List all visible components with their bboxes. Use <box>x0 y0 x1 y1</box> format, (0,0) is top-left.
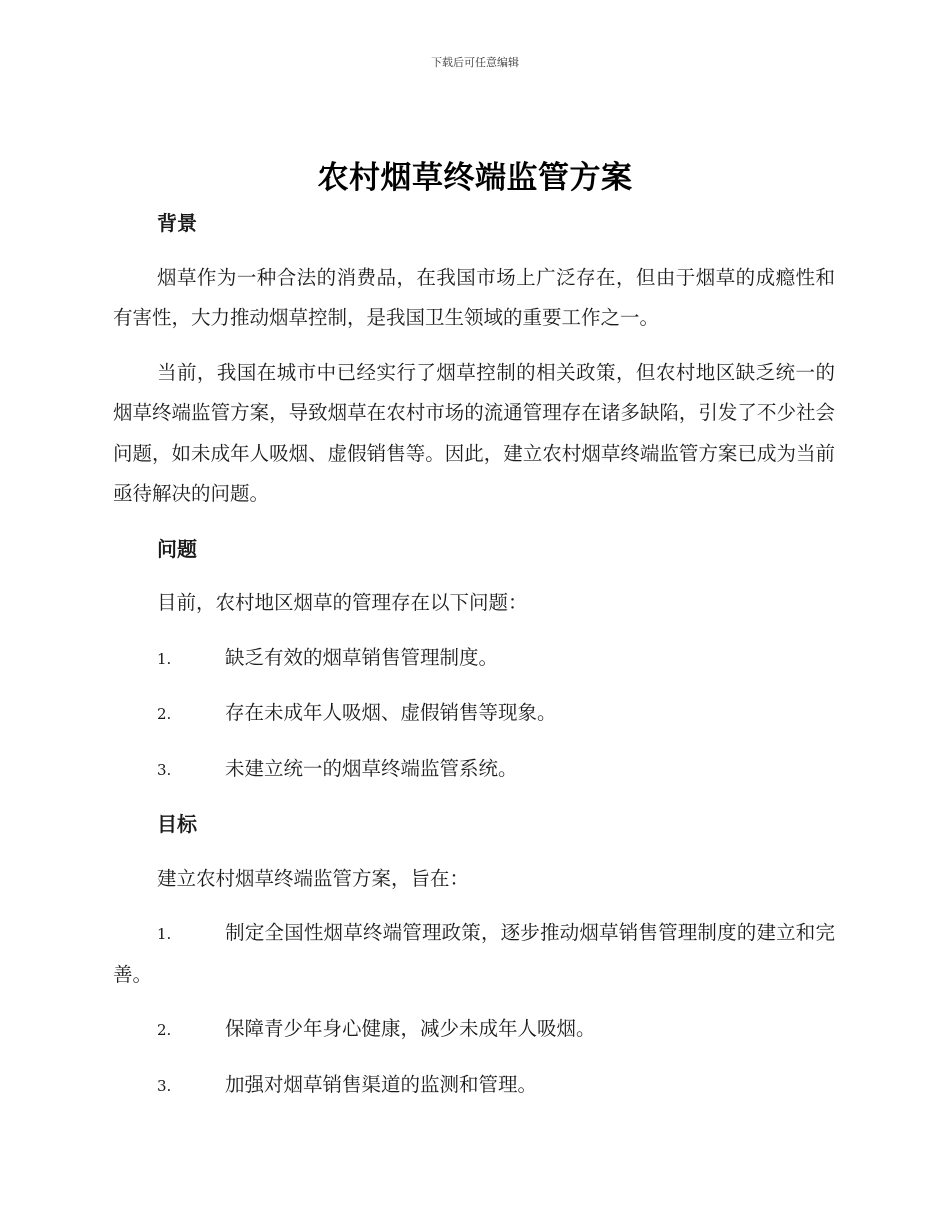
list-number: 3. <box>157 1076 172 1095</box>
goals-list-item-2 <box>113 1009 835 1051</box>
list-item-text: 制定全国性烟草终端管理政策，逐步推动烟草销售管理制度的建立和完善。 <box>113 921 835 986</box>
list-number: 2. <box>157 705 172 723</box>
section-heading-goals: 目标 <box>157 812 197 836</box>
list-item-text: 未建立统一的烟草终端监管系统。 <box>225 756 518 780</box>
background-paragraph-1: 烟草作为一种合法的消费品，在我国市场上广泛存在，但由于烟草的成瘾性和有害性，大力推动烟草控制，是我国卫生领域的重要工作之一。 <box>113 265 835 329</box>
document-body <box>113 203 835 1120</box>
problems-list-item-1 <box>113 638 835 680</box>
background-paragraph-2: 当前，我国在城市中已经实行了烟草控制的相关政策，但农村地区缺乏统一的烟草终端监管方案，导致烟草在农村市场的流通管理存在诸多缺陷，引发了不少社会问题，如未成年人吸烟、虚假销售等。因此，建立农村烟草终端监管方案已成为当前亟待解决的问题。 <box>113 360 835 505</box>
list-number: 1. <box>157 925 172 943</box>
list-number: 1. <box>157 649 172 668</box>
page-header-note: 下载后可任意编辑 <box>431 56 519 69</box>
list-number: 2. <box>157 1021 172 1039</box>
problems-list-item-2 <box>113 693 835 735</box>
goals-intro: 建立农村烟草终端监管方案，旨在： <box>157 866 470 890</box>
goals-list-item-1 <box>113 913 835 995</box>
section-heading-problems: 问题 <box>157 536 197 561</box>
goals-list-item-3 <box>113 1065 835 1107</box>
list-item-text: 存在未成年人吸烟、虚假销售等现象。 <box>225 701 557 724</box>
section-heading-background: 背景 <box>157 211 197 235</box>
document-title: 农村烟草终端监管方案 <box>317 160 633 196</box>
list-item-text: 缺乏有效的烟草销售管理制度。 <box>225 645 499 669</box>
list-item-text: 加强对烟草销售渠道的监测和管理。 <box>225 1072 538 1096</box>
list-item-text: 保障青少年身心健康，减少未成年人吸烟。 <box>225 1017 596 1040</box>
problems-list-item-3 <box>113 749 835 791</box>
list-number: 3. <box>157 760 172 779</box>
problems-intro: 目前，农村地区烟草的管理存在以下问题： <box>157 591 528 614</box>
